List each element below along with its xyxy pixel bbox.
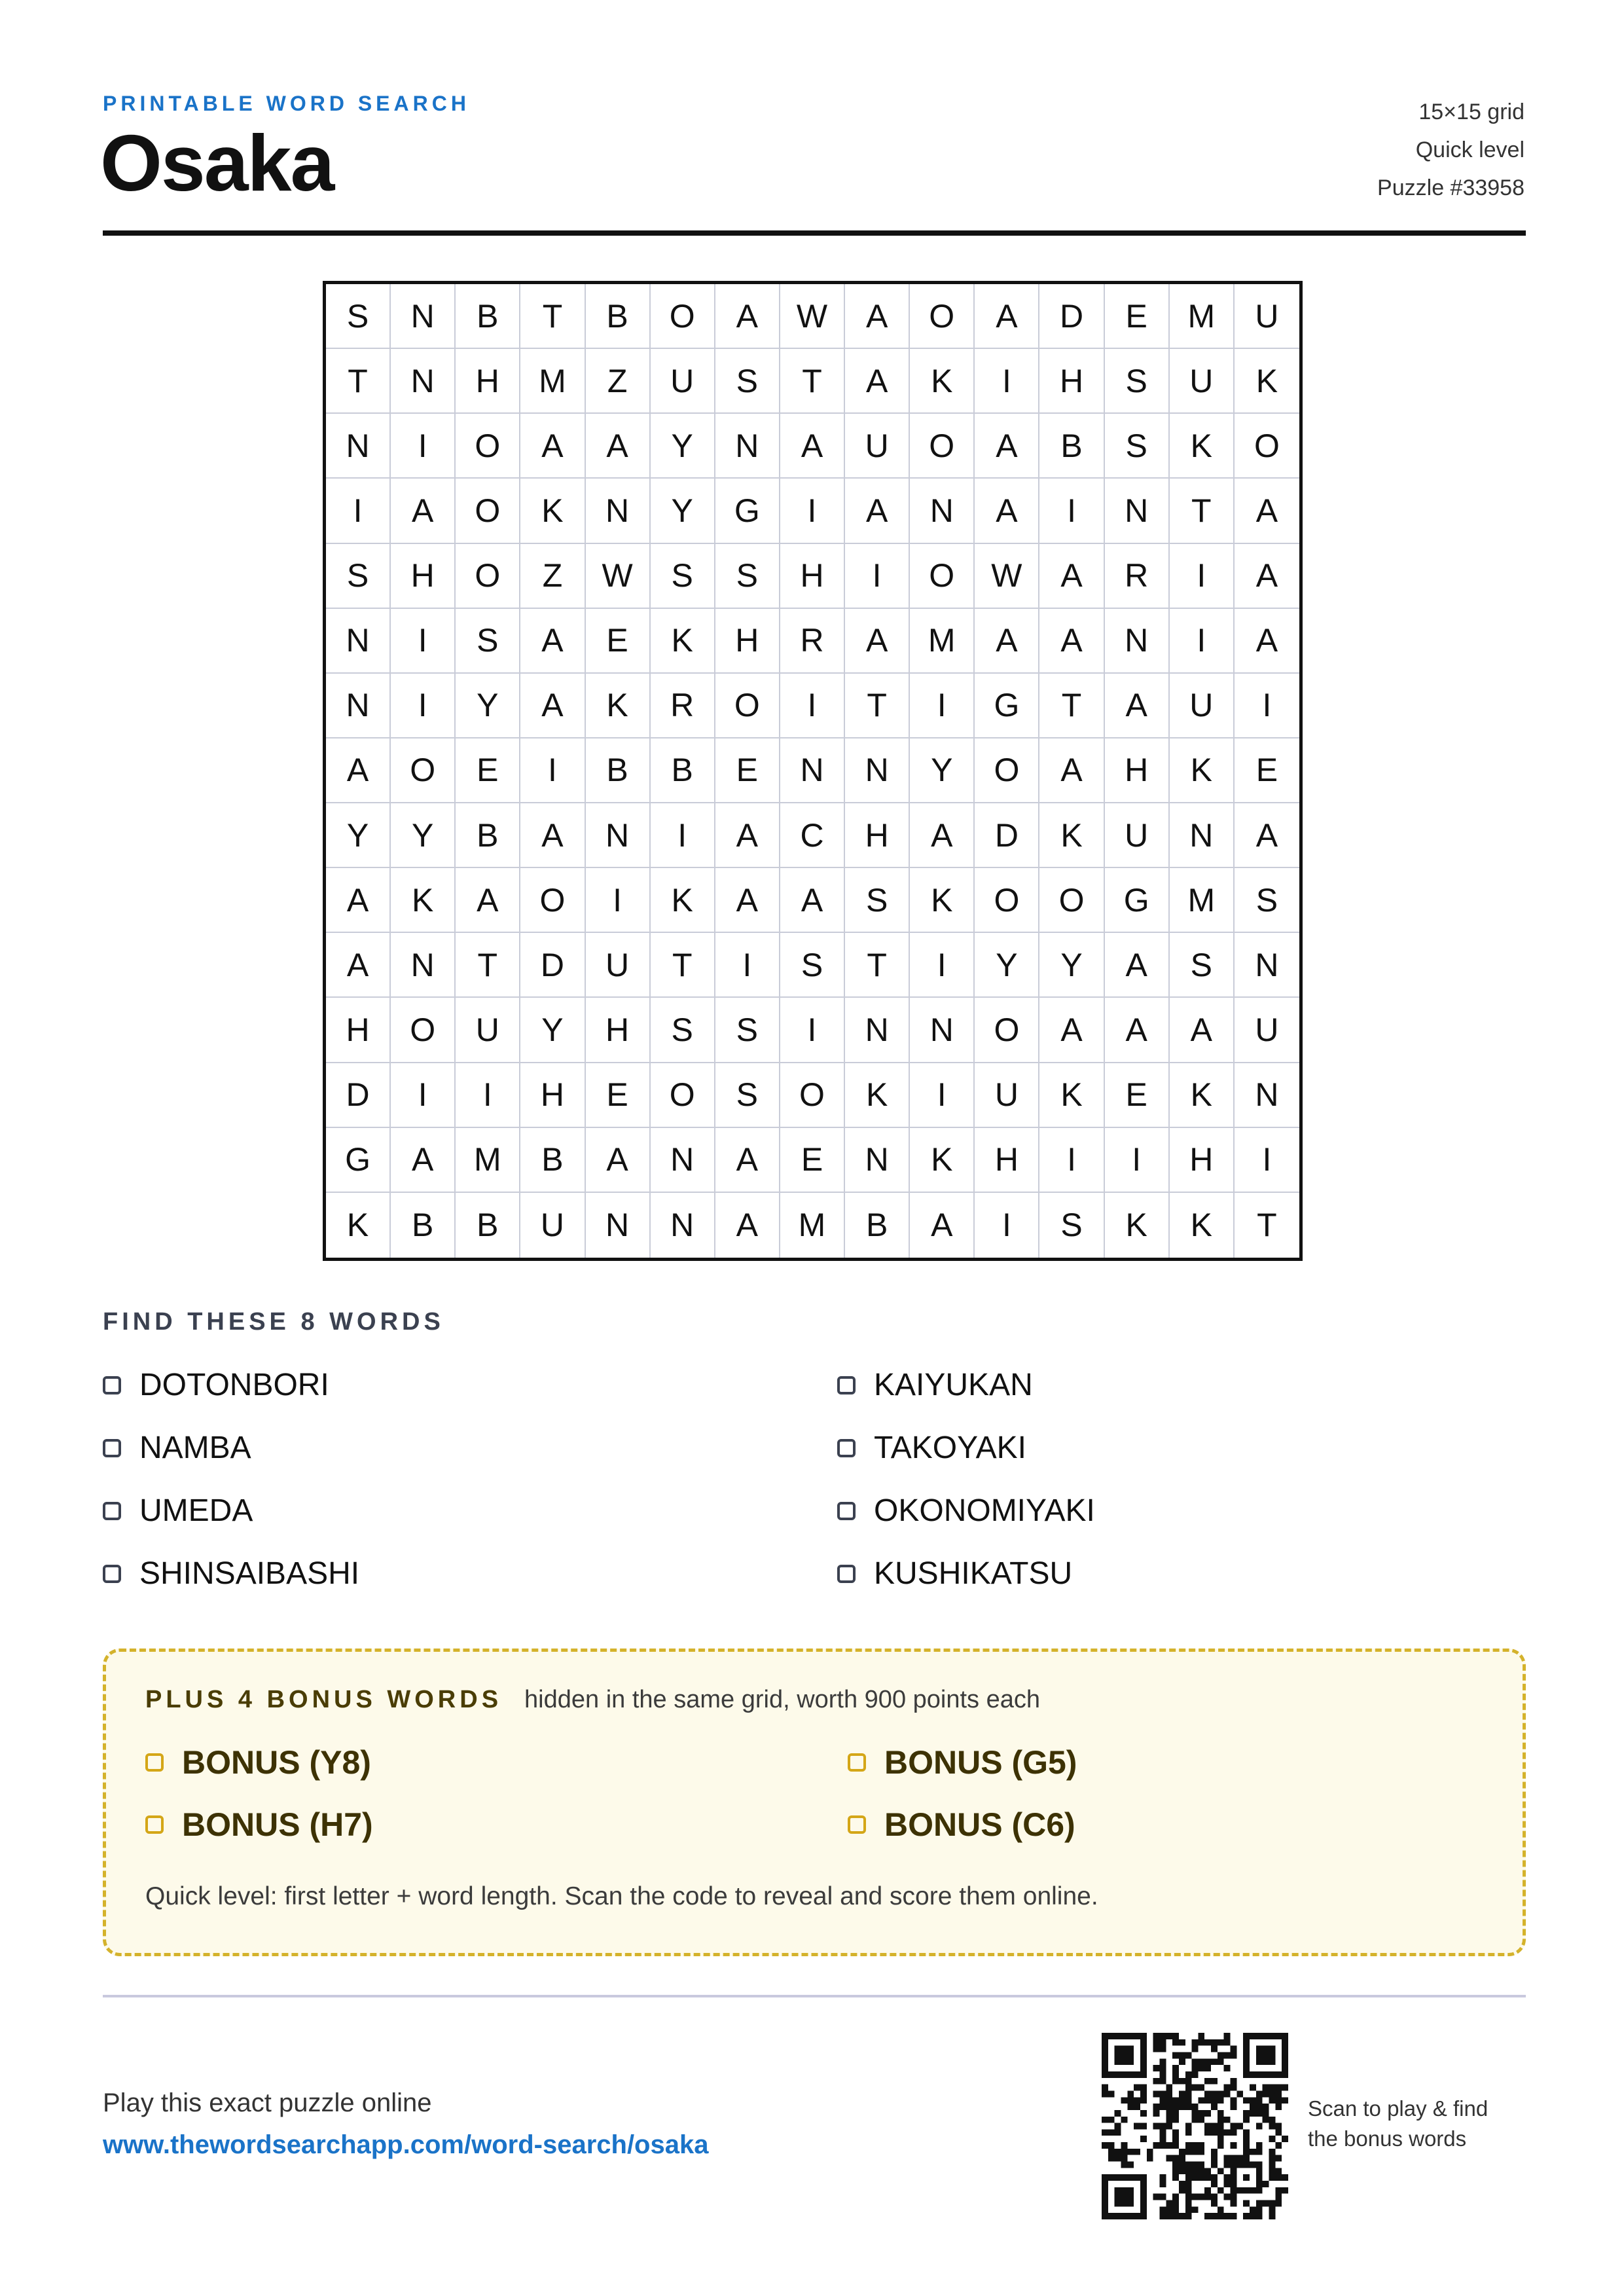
bonus-note: hidden in the same grid, worth 900 points each bbox=[524, 1686, 1040, 1713]
page-kicker: PRINTABLE WORD SEARCH bbox=[103, 92, 470, 115]
grid-cell[interactable]: O bbox=[391, 738, 456, 803]
grid-cell[interactable]: I bbox=[715, 933, 780, 998]
grid-cell[interactable]: A bbox=[520, 414, 585, 479]
grid-cell[interactable]: T bbox=[456, 933, 520, 998]
grid-cell[interactable]: A bbox=[715, 284, 780, 349]
grid-cell[interactable]: N bbox=[1105, 609, 1170, 674]
grid-cell[interactable]: I bbox=[1105, 1128, 1170, 1193]
bonus-item[interactable] bbox=[848, 1743, 1077, 1781]
grid-cell[interactable]: B bbox=[456, 803, 520, 868]
grid-cell[interactable]: A bbox=[1105, 674, 1170, 738]
grid-cell[interactable]: O bbox=[910, 414, 975, 479]
checkbox-icon[interactable] bbox=[837, 1502, 856, 1520]
grid-cell[interactable]: D bbox=[520, 933, 585, 998]
grid-cell[interactable]: O bbox=[1235, 414, 1299, 479]
grid-cell[interactable]: E bbox=[1105, 284, 1170, 349]
grid-cell[interactable]: N bbox=[845, 738, 910, 803]
grid-cell[interactable]: U bbox=[1170, 349, 1235, 414]
grid-cell[interactable]: U bbox=[1235, 998, 1299, 1063]
grid-cell[interactable]: Y bbox=[1039, 933, 1104, 998]
grid-cell[interactable]: A bbox=[975, 414, 1039, 479]
grid-cell[interactable]: A bbox=[715, 868, 780, 933]
grid-cell[interactable]: S bbox=[651, 998, 715, 1063]
checkbox-icon[interactable] bbox=[103, 1376, 121, 1394]
grid-cell[interactable]: Y bbox=[326, 803, 391, 868]
grid-cell[interactable]: O bbox=[391, 998, 456, 1063]
grid-cell[interactable]: Z bbox=[586, 349, 651, 414]
grid-cell[interactable]: O bbox=[456, 414, 520, 479]
grid-cell[interactable]: Y bbox=[910, 738, 975, 803]
grid-cell[interactable]: N bbox=[1235, 1063, 1299, 1128]
grid-cell[interactable]: B bbox=[1039, 414, 1104, 479]
grid-cell[interactable]: Y bbox=[456, 674, 520, 738]
grid-cell[interactable]: U bbox=[845, 414, 910, 479]
word-list-label: FIND THESE 8 WORDS bbox=[103, 1308, 444, 1336]
grid-cell[interactable]: I bbox=[1039, 479, 1104, 543]
bonus-item[interactable] bbox=[848, 1806, 1075, 1844]
grid-cell[interactable]: H bbox=[456, 349, 520, 414]
grid-cell[interactable]: A bbox=[715, 803, 780, 868]
bonus-footnote: Quick level: first letter + word length. Scan the code to reveal and score them online. bbox=[145, 1882, 1098, 1910]
grid-cell[interactable]: K bbox=[845, 1063, 910, 1128]
grid-cell[interactable]: A bbox=[1235, 803, 1299, 868]
word-item[interactable] bbox=[837, 1367, 1033, 1403]
header-divider bbox=[103, 230, 1526, 236]
grid-cell[interactable]: G bbox=[715, 479, 780, 543]
grid-cell[interactable]: A bbox=[1235, 609, 1299, 674]
grid-cell[interactable]: I bbox=[391, 609, 456, 674]
grid-cell[interactable]: A bbox=[975, 609, 1039, 674]
grid-cell[interactable]: U bbox=[520, 1193, 585, 1258]
grid-cell[interactable]: A bbox=[1039, 544, 1104, 609]
grid-size: 15×15 grid bbox=[1418, 100, 1525, 124]
word-label: TAKOYAKI bbox=[874, 1430, 1026, 1465]
grid-cell[interactable]: A bbox=[780, 868, 845, 933]
grid-cell[interactable]: S bbox=[1105, 414, 1170, 479]
grid-cell[interactable]: S bbox=[326, 284, 391, 349]
grid-cell[interactable]: R bbox=[780, 609, 845, 674]
grid-cell[interactable]: A bbox=[845, 609, 910, 674]
grid-cell[interactable]: I bbox=[391, 674, 456, 738]
grid-cell[interactable]: N bbox=[780, 738, 845, 803]
grid-cell[interactable]: I bbox=[975, 349, 1039, 414]
grid-cell[interactable]: M bbox=[1170, 284, 1235, 349]
grid-cell[interactable]: A bbox=[845, 284, 910, 349]
grid-cell[interactable]: I bbox=[780, 479, 845, 543]
grid-cell[interactable]: K bbox=[910, 349, 975, 414]
grid-cell[interactable]: N bbox=[326, 414, 391, 479]
grid-cell[interactable]: A bbox=[520, 674, 585, 738]
word-label: NAMBA bbox=[139, 1430, 251, 1465]
grid-cell[interactable]: A bbox=[1235, 544, 1299, 609]
word-label: KAIYUKAN bbox=[874, 1368, 1033, 1402]
grid-cell[interactable]: U bbox=[1105, 803, 1170, 868]
grid-cell[interactable]: U bbox=[456, 998, 520, 1063]
grid-cell[interactable]: A bbox=[1235, 479, 1299, 543]
grid-cell[interactable]: T bbox=[651, 933, 715, 998]
grid-cell[interactable]: N bbox=[586, 479, 651, 543]
grid-cell[interactable]: T bbox=[520, 284, 585, 349]
play-online-label: Play this exact puzzle online bbox=[103, 2088, 432, 2117]
grid-cell[interactable]: A bbox=[845, 349, 910, 414]
checkbox-icon[interactable] bbox=[103, 1502, 121, 1520]
grid-cell[interactable]: S bbox=[1105, 349, 1170, 414]
grid-cell[interactable]: T bbox=[1257, 1207, 1277, 1244]
grid-cell[interactable]: W bbox=[780, 284, 845, 349]
grid-cell[interactable]: W bbox=[586, 544, 651, 609]
puzzle-number: Puzzle #33958 bbox=[1377, 175, 1525, 200]
grid-cell[interactable]: H bbox=[845, 803, 910, 868]
grid-cell[interactable]: O bbox=[520, 868, 585, 933]
grid-cell[interactable]: A bbox=[456, 868, 520, 933]
word-label: UMEDA bbox=[139, 1493, 253, 1528]
grid-cell[interactable]: H bbox=[715, 609, 780, 674]
grid-cell[interactable]: K bbox=[1170, 738, 1235, 803]
grid-cell[interactable]: D bbox=[1039, 284, 1104, 349]
grid-cell[interactable]: I bbox=[1170, 544, 1235, 609]
grid-cell[interactable]: A bbox=[975, 284, 1039, 349]
word-item[interactable] bbox=[837, 1430, 1026, 1466]
grid-cell[interactable]: H bbox=[391, 544, 456, 609]
word-item[interactable] bbox=[837, 1556, 1072, 1592]
grid-cell[interactable]: O bbox=[910, 284, 975, 349]
grid-cell[interactable]: C bbox=[780, 803, 845, 868]
grid-cell[interactable]: K bbox=[1170, 1063, 1235, 1128]
grid-cell[interactable]: O bbox=[715, 674, 780, 738]
checkbox-icon[interactable] bbox=[103, 1439, 121, 1457]
grid-cell[interactable]: M bbox=[520, 349, 585, 414]
qr-code-icon[interactable] bbox=[1102, 2033, 1288, 2219]
grid-cell[interactable]: K bbox=[1039, 1063, 1104, 1128]
grid-cell[interactable]: W bbox=[975, 544, 1039, 609]
grid-cell[interactable]: E bbox=[780, 1128, 845, 1193]
grid-cell[interactable]: I bbox=[910, 933, 975, 998]
grid-cell[interactable]: B bbox=[391, 1193, 456, 1258]
grid-cell[interactable]: K bbox=[910, 868, 975, 933]
grid-cell[interactable]: A bbox=[845, 479, 910, 543]
grid-cell[interactable]: T bbox=[1170, 479, 1235, 543]
grid-cell[interactable]: O bbox=[456, 479, 520, 543]
grid-cell[interactable]: I bbox=[1235, 1128, 1299, 1193]
grid-cell[interactable]: T bbox=[326, 349, 391, 414]
grid-cell[interactable]: A bbox=[715, 1128, 780, 1193]
bonus-label: PLUS 4 BONUS WORDS bbox=[145, 1686, 503, 1713]
grid-cell[interactable]: S bbox=[780, 933, 845, 998]
grid-cell[interactable]: N bbox=[586, 803, 651, 868]
grid-cell[interactable]: B bbox=[586, 284, 651, 349]
grid-cell[interactable]: A bbox=[1039, 609, 1104, 674]
word-item[interactable] bbox=[103, 1430, 251, 1466]
grid-cell[interactable]: A bbox=[520, 609, 585, 674]
grid-cell[interactable]: A bbox=[326, 933, 391, 998]
bonus-item[interactable] bbox=[145, 1806, 373, 1844]
bonus-item-label: BONUS (C6) bbox=[884, 1806, 1075, 1843]
bonus-item-label: BONUS (Y8) bbox=[182, 1744, 371, 1781]
grid-cell[interactable]: S bbox=[845, 868, 910, 933]
grid-cell[interactable]: K bbox=[1170, 1193, 1235, 1258]
grid-cell[interactable]: O bbox=[651, 284, 715, 349]
checkbox-icon[interactable] bbox=[837, 1439, 856, 1457]
grid-cell[interactable]: E bbox=[456, 738, 520, 803]
grid-cell[interactable]: U bbox=[1235, 284, 1299, 349]
grid-cell[interactable]: I bbox=[586, 868, 651, 933]
grid-cell[interactable]: I bbox=[520, 738, 585, 803]
bonus-item[interactable] bbox=[145, 1743, 371, 1781]
grid-cell[interactable]: H bbox=[326, 998, 391, 1063]
grid-cell[interactable]: I bbox=[780, 674, 845, 738]
grid-cell[interactable]: A bbox=[910, 803, 975, 868]
word-item[interactable] bbox=[103, 1493, 253, 1529]
grid-cell[interactable]: N bbox=[845, 1128, 910, 1193]
grid-cell[interactable]: O bbox=[651, 1063, 715, 1128]
qr-caption-line: the bonus words bbox=[1308, 2126, 1467, 2151]
letter-grid[interactable] bbox=[323, 281, 1303, 1261]
grid-cell[interactable]: N bbox=[326, 609, 391, 674]
grid-cell[interactable]: K bbox=[651, 868, 715, 933]
word-item[interactable] bbox=[103, 1367, 329, 1403]
grid-cell[interactable]: B bbox=[586, 738, 651, 803]
grid-cell[interactable]: Y bbox=[651, 479, 715, 543]
checkbox-icon[interactable] bbox=[103, 1565, 121, 1583]
grid-cell[interactable]: H bbox=[520, 1063, 585, 1128]
grid-cell[interactable]: B bbox=[520, 1128, 585, 1193]
grid-cell[interactable]: Y bbox=[520, 998, 585, 1063]
grid-cell[interactable]: Y bbox=[651, 414, 715, 479]
grid-cell[interactable]: B bbox=[845, 1193, 910, 1258]
grid-cell[interactable]: K bbox=[391, 868, 456, 933]
grid-cell[interactable]: N bbox=[1105, 479, 1170, 543]
grid-cell[interactable]: G bbox=[1105, 868, 1170, 933]
grid-cell[interactable]: O bbox=[780, 1063, 845, 1128]
grid-cell[interactable]: T bbox=[845, 674, 910, 738]
checkbox-icon[interactable] bbox=[145, 1753, 164, 1772]
grid-cell[interactable]: N bbox=[326, 674, 391, 738]
grid-cell[interactable]: K bbox=[1235, 349, 1299, 414]
grid-cell[interactable]: G bbox=[975, 674, 1039, 738]
grid-cell[interactable]: N bbox=[651, 1128, 715, 1193]
grid-cell[interactable]: I bbox=[326, 479, 391, 543]
grid-cell[interactable]: N bbox=[1235, 933, 1299, 998]
grid-cell[interactable]: S bbox=[456, 609, 520, 674]
word-label: KUSHIKATSU bbox=[874, 1556, 1073, 1591]
word-item[interactable] bbox=[837, 1493, 1095, 1529]
grid-cell[interactable]: A bbox=[715, 1193, 780, 1258]
grid-cell[interactable]: H bbox=[1105, 738, 1170, 803]
word-label: OKONOMIYAKI bbox=[874, 1493, 1095, 1528]
bonus-item-label: BONUS (H7) bbox=[182, 1806, 373, 1843]
grid-cell[interactable]: N bbox=[391, 933, 456, 998]
grid-cell[interactable]: N bbox=[391, 349, 456, 414]
page-title: Osaka bbox=[100, 118, 334, 208]
grid-cell[interactable]: N bbox=[910, 479, 975, 543]
grid-cell[interactable]: O bbox=[975, 738, 1039, 803]
word-label: DOTONBORI bbox=[139, 1368, 329, 1402]
grid-cell[interactable]: I bbox=[780, 998, 845, 1063]
grid-cell[interactable]: A bbox=[1105, 933, 1170, 998]
grid-cell[interactable]: H bbox=[1170, 1128, 1235, 1193]
difficulty-level: Quick level bbox=[1415, 137, 1525, 162]
grid-cell[interactable]: A bbox=[1105, 998, 1170, 1063]
grid-cell[interactable]: O bbox=[975, 868, 1039, 933]
grid-cell[interactable]: S bbox=[715, 1063, 780, 1128]
grid-cell[interactable]: E bbox=[715, 738, 780, 803]
qr-caption bbox=[1308, 2094, 1488, 2154]
grid-cell[interactable]: K bbox=[1039, 803, 1104, 868]
checkbox-icon[interactable] bbox=[837, 1376, 856, 1394]
grid-cell[interactable]: A bbox=[1170, 998, 1235, 1063]
grid-cell[interactable]: K bbox=[651, 609, 715, 674]
grid-cell[interactable]: O bbox=[1039, 868, 1104, 933]
grid-cell[interactable]: E bbox=[1235, 738, 1299, 803]
grid-cell[interactable]: O bbox=[456, 544, 520, 609]
grid-cell[interactable]: N bbox=[715, 414, 780, 479]
grid-cell[interactable]: G bbox=[326, 1128, 391, 1193]
grid-cell[interactable]: O bbox=[910, 544, 975, 609]
checkbox-icon[interactable] bbox=[145, 1815, 164, 1834]
grid-cell[interactable]: I bbox=[910, 674, 975, 738]
grid-cell[interactable]: M bbox=[780, 1193, 845, 1258]
grid-cell[interactable]: I bbox=[975, 1193, 1039, 1258]
grid-cell[interactable]: T bbox=[845, 933, 910, 998]
grid-cell[interactable]: I bbox=[1039, 1128, 1104, 1193]
grid-cell[interactable]: I bbox=[1170, 609, 1235, 674]
grid-cell[interactable]: E bbox=[586, 609, 651, 674]
grid-cell[interactable]: S bbox=[651, 544, 715, 609]
grid-cell[interactable]: A bbox=[586, 1128, 651, 1193]
grid-cell[interactable]: D bbox=[326, 1063, 391, 1128]
grid-cell[interactable]: S bbox=[715, 349, 780, 414]
grid-cell[interactable]: M bbox=[910, 609, 975, 674]
grid-cell[interactable]: A bbox=[391, 1128, 456, 1193]
checkbox-icon[interactable] bbox=[848, 1753, 866, 1772]
grid-cell[interactable]: I bbox=[456, 1063, 520, 1128]
puzzle-meta bbox=[1377, 93, 1525, 207]
grid-cell[interactable]: S bbox=[1170, 933, 1235, 998]
grid-cell[interactable]: K bbox=[326, 1193, 391, 1258]
grid-cell[interactable]: Y bbox=[391, 803, 456, 868]
grid-cell[interactable]: I bbox=[651, 803, 715, 868]
grid-cell[interactable]: N bbox=[586, 1193, 651, 1258]
grid-cell[interactable]: B bbox=[456, 284, 520, 349]
grid-cell[interactable]: I bbox=[845, 544, 910, 609]
bonus-panel bbox=[103, 1649, 1526, 1956]
grid-cell[interactable]: A bbox=[586, 414, 651, 479]
grid-cell[interactable]: A bbox=[910, 1193, 975, 1258]
grid-cell[interactable]: N bbox=[651, 1193, 715, 1258]
grid-cell[interactable]: N bbox=[910, 998, 975, 1063]
footer-divider bbox=[103, 1995, 1526, 1997]
grid-cell[interactable]: A bbox=[326, 868, 391, 933]
word-label: SHINSAIBASHI bbox=[139, 1556, 360, 1591]
grid-cell[interactable]: I bbox=[391, 1063, 456, 1128]
grid-cell[interactable]: T bbox=[1039, 674, 1104, 738]
grid-cell[interactable]: K bbox=[1105, 1193, 1170, 1258]
grid-cell[interactable]: I bbox=[910, 1063, 975, 1128]
grid-cell[interactable]: K bbox=[910, 1128, 975, 1193]
bonus-item-label: BONUS (G5) bbox=[884, 1744, 1077, 1781]
grid-cell[interactable]: R bbox=[1105, 544, 1170, 609]
word-item[interactable] bbox=[103, 1556, 359, 1592]
grid-cell[interactable]: K bbox=[586, 674, 651, 738]
grid-cell[interactable]: H bbox=[780, 544, 845, 609]
grid-cell[interactable]: T bbox=[780, 349, 845, 414]
grid-cell[interactable]: S bbox=[326, 544, 391, 609]
grid-cell[interactable]: S bbox=[715, 544, 780, 609]
grid-cell[interactable]: M bbox=[456, 1128, 520, 1193]
grid-cell[interactable]: S bbox=[1039, 1193, 1104, 1258]
checkbox-icon[interactable] bbox=[837, 1565, 856, 1583]
grid-cell[interactable]: Z bbox=[520, 544, 585, 609]
grid-cell[interactable]: A bbox=[391, 479, 456, 543]
grid-cell[interactable]: I bbox=[1235, 674, 1299, 738]
grid-cell[interactable]: D bbox=[975, 803, 1039, 868]
grid-cell[interactable]: E bbox=[586, 1063, 651, 1128]
grid-cell[interactable]: I bbox=[391, 414, 456, 479]
grid-cell[interactable]: U bbox=[586, 933, 651, 998]
grid-cell[interactable]: O bbox=[975, 998, 1039, 1063]
grid-cell[interactable]: S bbox=[715, 998, 780, 1063]
grid-cell[interactable]: E bbox=[1105, 1063, 1170, 1128]
grid-cell[interactable]: N bbox=[1170, 803, 1235, 868]
puzzle-url-link[interactable]: www.thewordsearchapp.com/word-search/osaka bbox=[103, 2130, 709, 2159]
grid-cell[interactable]: B bbox=[651, 738, 715, 803]
grid-cell[interactable]: A bbox=[1039, 738, 1104, 803]
checkbox-icon[interactable] bbox=[848, 1815, 866, 1834]
grid-cell[interactable]: K bbox=[1170, 414, 1235, 479]
grid-cell[interactable]: N bbox=[391, 284, 456, 349]
grid-cell[interactable]: R bbox=[651, 674, 715, 738]
qr-caption-line: Scan to play & find bbox=[1308, 2096, 1489, 2121]
grid-cell[interactable]: H bbox=[586, 998, 651, 1063]
grid-cell[interactable]: H bbox=[975, 1128, 1039, 1193]
grid-cell[interactable]: U bbox=[651, 349, 715, 414]
grid-cell[interactable]: M bbox=[1170, 868, 1235, 933]
grid-cell[interactable]: A bbox=[780, 414, 845, 479]
bonus-header bbox=[145, 1686, 1040, 1714]
grid-cell[interactable]: A bbox=[1039, 998, 1104, 1063]
grid-cell[interactable]: H bbox=[1039, 349, 1104, 414]
grid-cell[interactable]: A bbox=[975, 479, 1039, 543]
grid-cell[interactable]: N bbox=[845, 998, 910, 1063]
grid-cell[interactable]: K bbox=[520, 479, 585, 543]
grid-cell[interactable]: B bbox=[456, 1193, 520, 1258]
grid-cell[interactable]: A bbox=[326, 738, 391, 803]
grid-cell[interactable]: A bbox=[520, 803, 585, 868]
grid-cell[interactable]: U bbox=[975, 1063, 1039, 1128]
grid-cell[interactable]: U bbox=[1170, 674, 1235, 738]
grid-cell[interactable]: S bbox=[1235, 868, 1299, 933]
grid-cell[interactable]: Y bbox=[975, 933, 1039, 998]
